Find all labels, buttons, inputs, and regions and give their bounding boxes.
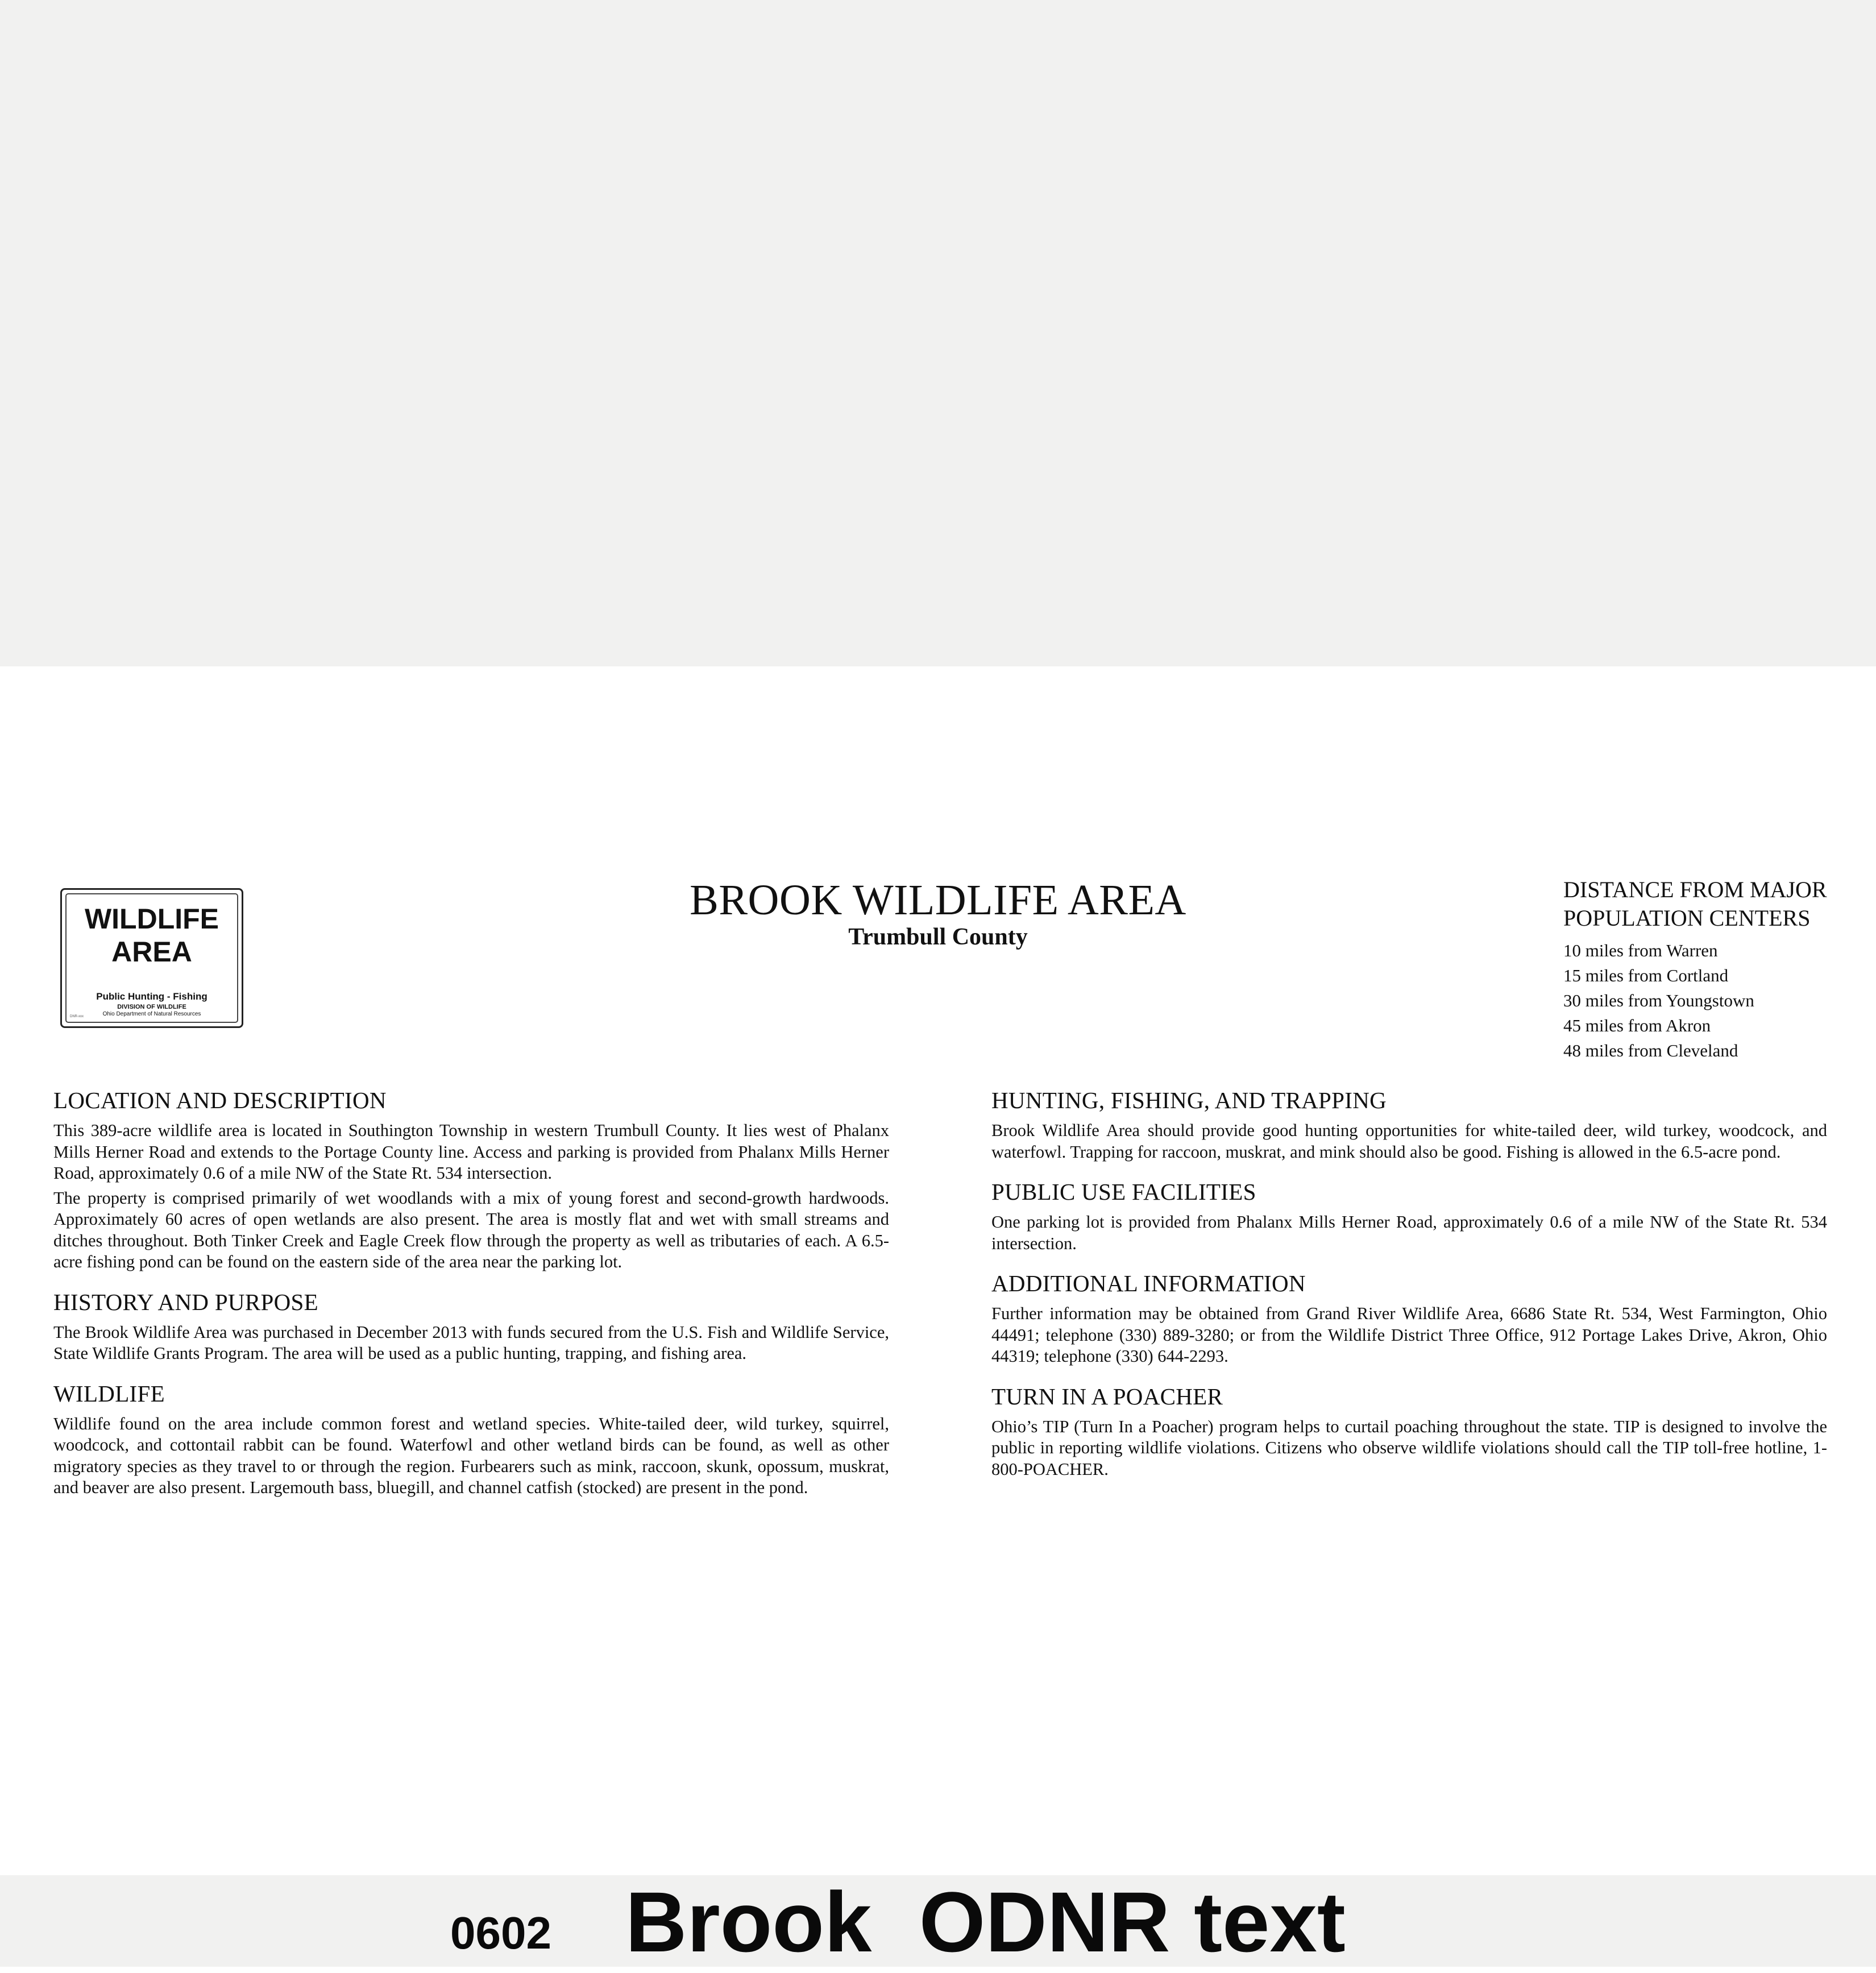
- section-heading: PUBLIC USE FACILITIES: [991, 1179, 1256, 1205]
- sign-title: [67, 902, 237, 968]
- section-facilities: [991, 1178, 1827, 1254]
- section-paragraph: This 389-acre wildlife area is located in Southington Township in western Trumbull County. It lies west of Phalanx Mills Herner Road and extends to the Portage County line. Access and parking is provided from Phalanx Mills Herner Road, approximately 0.6 of a mile NW of the State Rt. 534 intersection.: [53, 1121, 889, 1183]
- footer-code: 0602: [450, 1908, 551, 1958]
- section-heading: HUNTING, FISHING, AND TRAPPING: [991, 1087, 1387, 1113]
- section-heading: WILDLIFE: [53, 1380, 165, 1407]
- section-paragraph: Brook Wildlife Area should provide good hunting opportunities for white-tailed deer, wild turkey, woodcock, and waterfowl. Trapping for raccoon, muskrat, and mink should also be good. Fishing is allowed in the 6.5-acre pond.: [991, 1121, 1827, 1162]
- page-title: BROOK WILDLIFE AREA: [690, 876, 1186, 924]
- section-paragraph: Wildlife found on the area include common forest and wetland species. White-tailed deer, wild turkey, squirrel, woodcock, and cottontail rabbit can be found. Waterfowl and other wetland birds can be found, as well as other migratory species as they travel to or through the region. Furbearers such as mink, raccoon, skunk, opossum, muskrat, and beaver are also present. Largemouth bass, bluegill, and channel catfish (stocked) are present in the pond.: [53, 1414, 889, 1497]
- section-heading: ADDITIONAL INFORMATION: [991, 1270, 1306, 1296]
- section-paragraph: One parking lot is provided from Phalanx Mills Herner Road, approximately 0.6 of a mile NW of the State Rt. 534 intersection.: [991, 1212, 1827, 1253]
- top-blank-band: [0, 0, 1876, 666]
- section-paragraph: The property is comprised primarily of wet woodlands with a mix of young forest and second-growth hardwoods. Approximately 60 acres of open wetlands are also present. The area is mostly flat and wet with small streams and ditches throughout. Both Tinker Creek and Eagle Creek flow through the property as well as tributaries of each. A 6.5-acre fishing pond can be found on the eastern side of the area near the parking lot.: [53, 1188, 889, 1271]
- distance-item: 15 miles from Cortland: [1563, 965, 1729, 985]
- distance-item: 30 miles from Youngstown: [1563, 990, 1754, 1010]
- distance-panel: [1563, 876, 1848, 1063]
- footer-title: Brook ODNR text: [625, 1874, 1346, 1970]
- section-heading: LOCATION AND DESCRIPTION: [53, 1087, 387, 1113]
- distance-list: [1563, 938, 1848, 1063]
- distance-item: 45 miles from Akron: [1563, 1015, 1711, 1035]
- section-paragraph: Further information may be obtained from Grand River Wildlife Area, 6686 State Rt. 534, West Farmington, Ohio 44491; telephone (330) 889-3280; or from the Wildlife District Three Office, 912 Portage Lakes Drive, Akron, Ohio 44319; telephone (330) 644-2293.: [991, 1304, 1827, 1366]
- section-paragraph: Ohio’s TIP (Turn In a Poacher) program helps to curtail poaching throughout the state. TIP is designed to involve the public in reporting wildlife violations. Citizens who observe wildlife violations should call the TIP toll-free hotline, 1-800-POACHER.: [991, 1416, 1827, 1479]
- right-column: [991, 1086, 1827, 1495]
- section-additional-info: [991, 1269, 1827, 1367]
- sign-subtitle: Public Hunting - Fishing: [96, 991, 207, 1002]
- sign-title-line2: AREA: [111, 936, 192, 968]
- wildlife-area-sign: [60, 888, 243, 1028]
- section-wildlife: [53, 1379, 889, 1499]
- distance-item: 48 miles from Cleveland: [1563, 1041, 1738, 1060]
- section-location: [53, 1086, 889, 1273]
- left-column: [53, 1086, 889, 1514]
- sign-department: Ohio Department of Natural Resources: [102, 1011, 201, 1017]
- distance-item: 10 miles from Warren: [1563, 940, 1718, 960]
- distance-heading-line2: POPULATION CENTERS: [1563, 905, 1811, 931]
- page-subtitle: Trumbull County: [848, 924, 1028, 950]
- sign-code: DNR-xxx: [70, 1015, 84, 1018]
- distance-heading-line1: DISTANCE FROM MAJOR: [1563, 877, 1827, 902]
- section-history: [53, 1288, 889, 1365]
- sign-title-line1: WILDLIFE: [84, 903, 219, 935]
- section-heading: HISTORY AND PURPOSE: [53, 1288, 318, 1315]
- section-hunting: [991, 1086, 1827, 1163]
- distance-heading: [1563, 876, 1848, 932]
- section-poacher: [991, 1382, 1827, 1481]
- section-heading: TURN IN A POACHER: [991, 1383, 1223, 1410]
- sign-inner-border: [65, 893, 238, 1023]
- sign-division: DIVISION OF WILDLIFE: [117, 1004, 186, 1010]
- section-paragraph: The Brook Wildlife Area was purchased in December 2013 with funds secured from the U.S. Fish and Wildlife Service, State Wildlife Grants Program. The area will be used as a public hunting, trapping, and fishing area.: [53, 1322, 889, 1363]
